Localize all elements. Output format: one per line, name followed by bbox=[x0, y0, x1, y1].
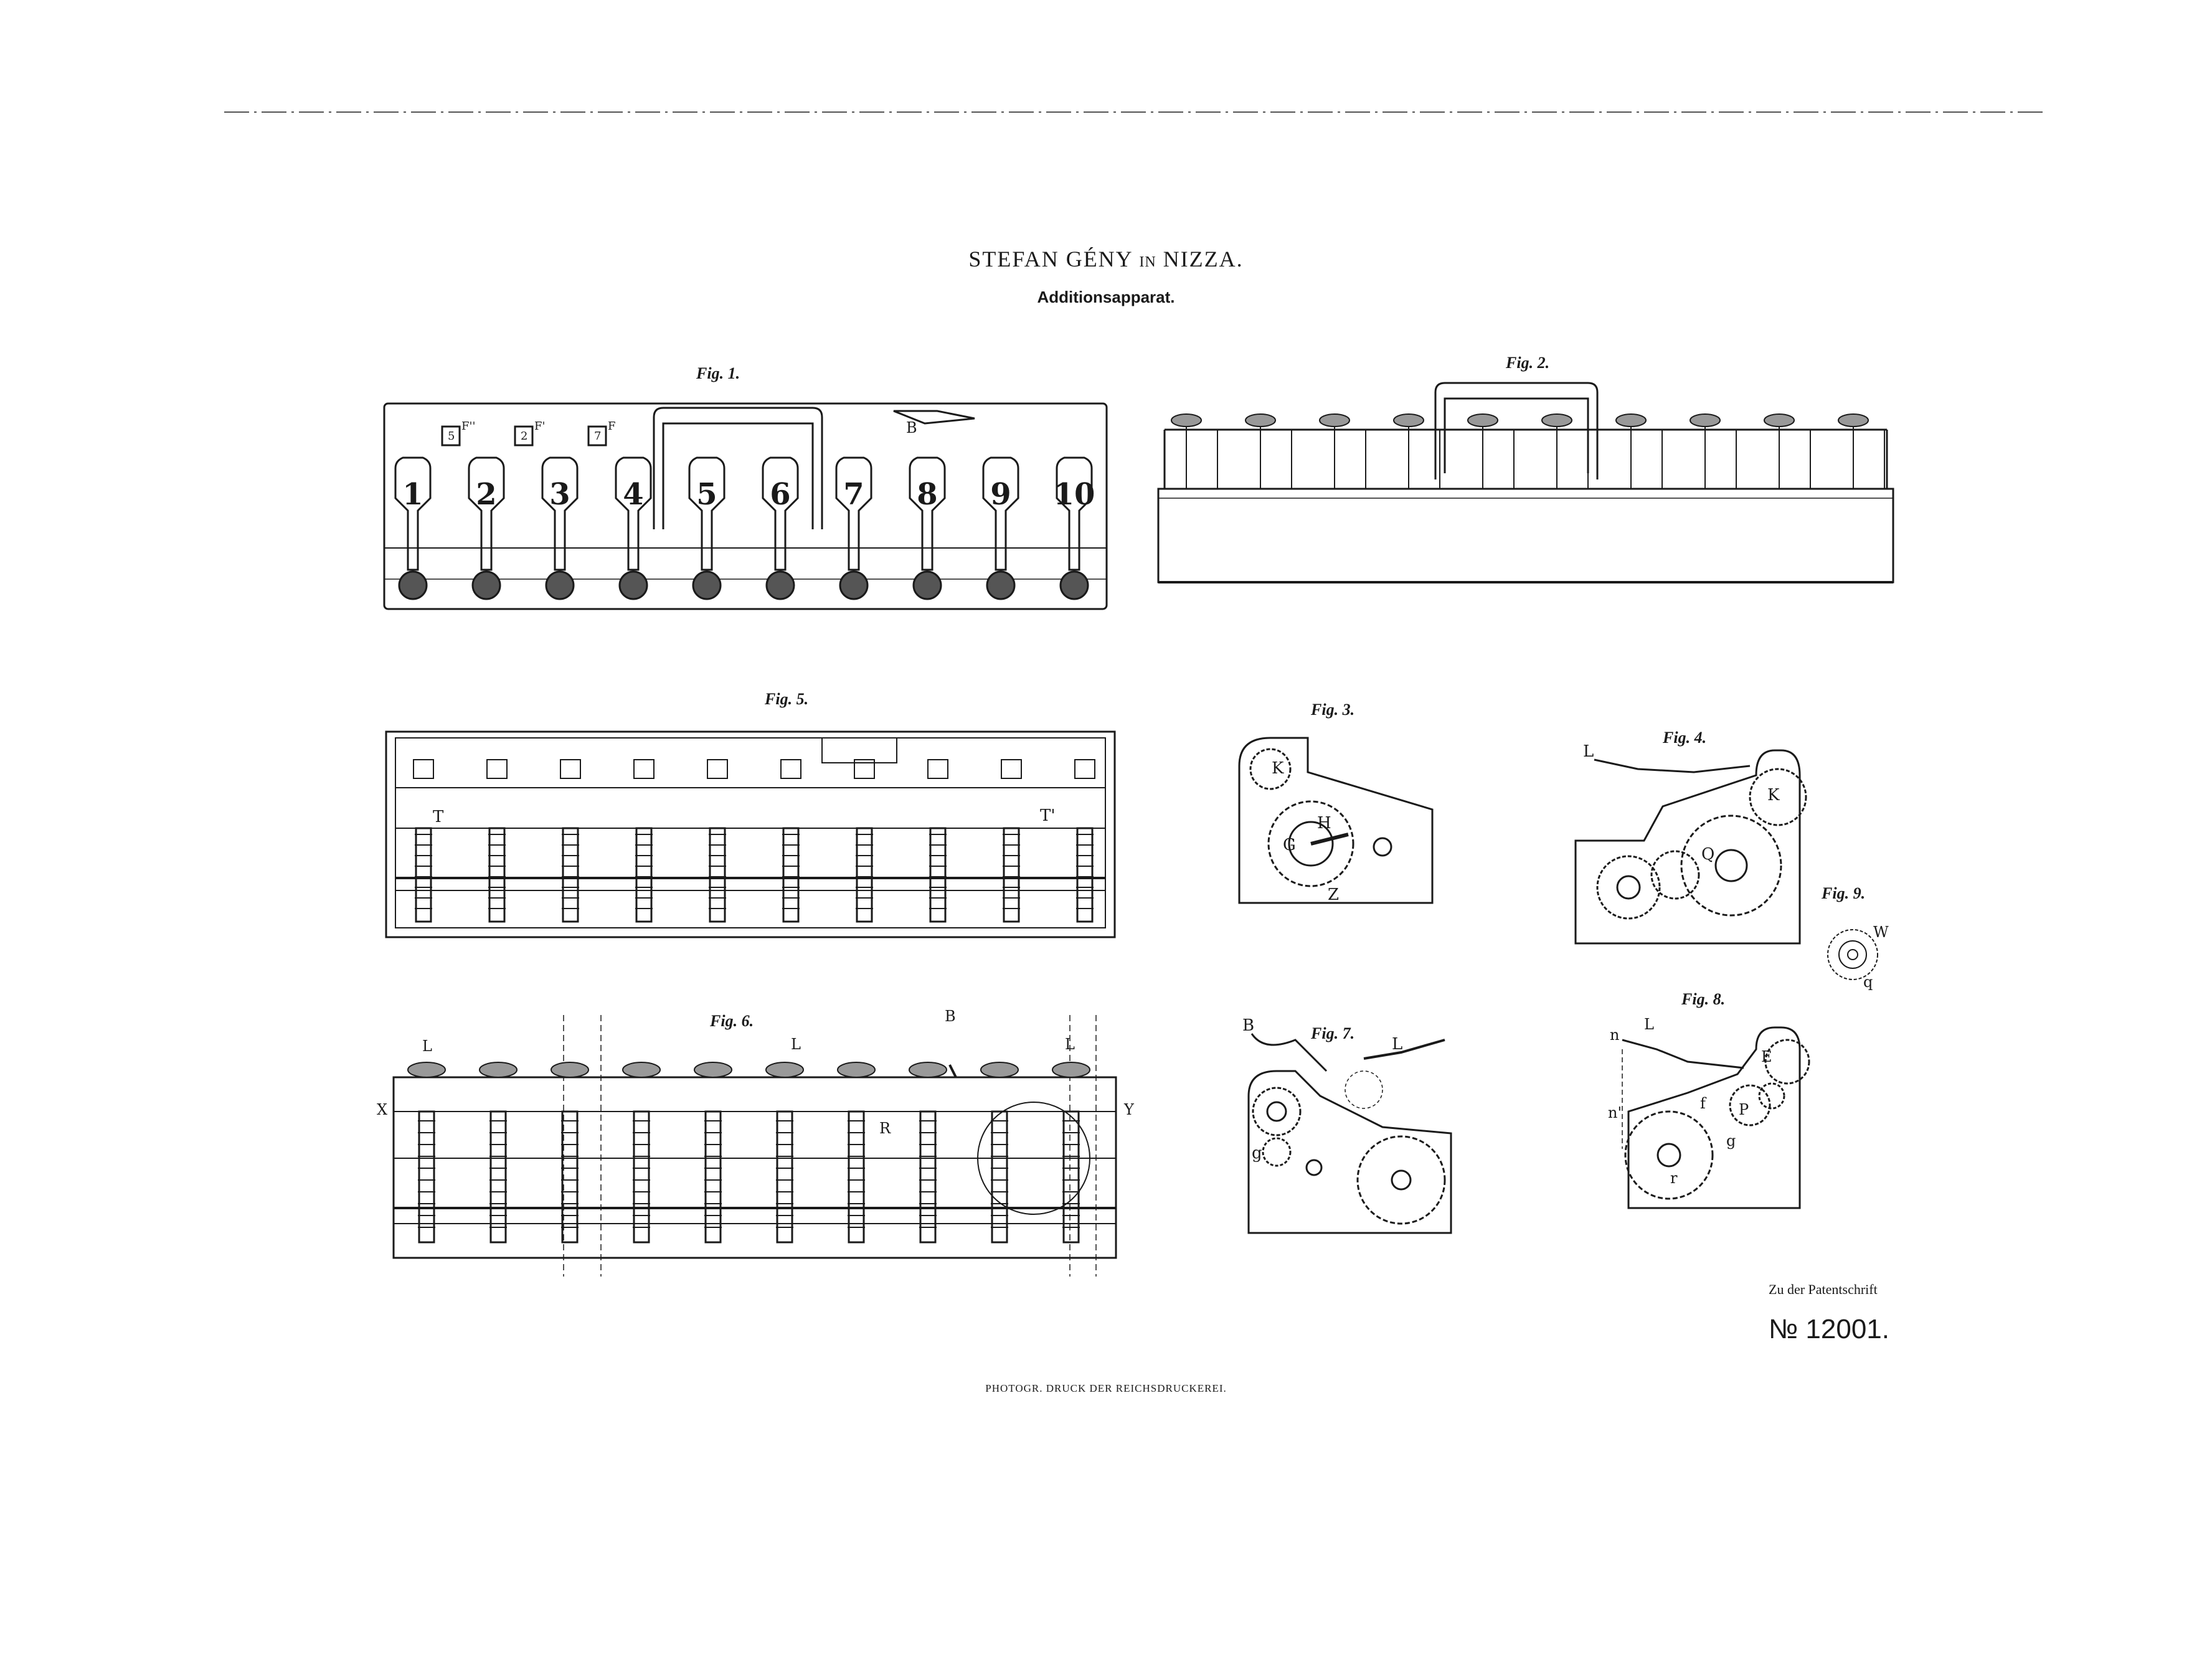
fig1-key-label: 6 bbox=[770, 477, 791, 512]
fig6-gear-stack bbox=[480, 1062, 517, 1242]
fig7-label: Fig. 7. bbox=[1311, 1024, 1355, 1042]
fig6-gear-stack bbox=[766, 1062, 803, 1242]
fig2-keycap bbox=[1838, 414, 1884, 489]
fig7-drawing bbox=[1239, 1015, 1470, 1245]
fig8-mark-f: f bbox=[1700, 1095, 1706, 1112]
fig2-keycap bbox=[1468, 414, 1514, 489]
fig1-key-10 bbox=[1054, 458, 1095, 599]
fig6-mark-l3: L bbox=[1065, 1036, 1075, 1053]
fig6-gear-stack bbox=[838, 1062, 875, 1242]
fig1-key-label: 1 bbox=[402, 477, 423, 512]
fig3-mark-g: G bbox=[1283, 836, 1296, 854]
fig9-label: Fig. 9. bbox=[1822, 884, 1866, 902]
fig2-keycap bbox=[1690, 414, 1736, 489]
fig6-mark-y: Y bbox=[1124, 1101, 1134, 1118]
fig1-window-mark-3: F bbox=[608, 420, 616, 433]
fig8-drawing bbox=[1594, 1012, 1831, 1217]
printer-line: PHOTOGR. DRUCK DER REICHSDRUCKEREI. bbox=[985, 1382, 1227, 1394]
fig9-drawing bbox=[1818, 918, 1893, 993]
fig5-gear-stack bbox=[1001, 760, 1021, 922]
document-title bbox=[0, 246, 2212, 272]
fig2-keycap bbox=[1171, 414, 1217, 489]
fig1-key-4 bbox=[616, 458, 651, 599]
fig5-drawing bbox=[383, 729, 1118, 940]
fig4-mark-q: Q bbox=[1701, 845, 1715, 864]
fig1-key-2 bbox=[469, 458, 504, 599]
fig1-key-5 bbox=[689, 458, 724, 599]
fig8-mark-e: E bbox=[1761, 1048, 1772, 1065]
top-border-line bbox=[224, 109, 2043, 121]
fig2-keycap bbox=[1320, 414, 1366, 489]
fig5-gear-stack bbox=[781, 760, 801, 922]
fig5-gear-stack bbox=[487, 760, 507, 922]
fig5-gear-stack bbox=[560, 760, 580, 922]
fig1-key-6 bbox=[763, 458, 798, 599]
fig3-label: Fig. 3. bbox=[1311, 701, 1355, 719]
patent-number: № 12001. bbox=[1769, 1314, 1890, 1344]
title-in: IN bbox=[1139, 254, 1156, 270]
fig1-key-7 bbox=[836, 458, 871, 599]
fig1-key-label: 8 bbox=[917, 477, 938, 512]
fig2-keycap bbox=[1245, 414, 1292, 489]
fig1-window-2: 2 bbox=[521, 430, 528, 443]
fig1-label: Fig. 1. bbox=[696, 364, 740, 382]
fig8-mark-n-prime: n' bbox=[1608, 1104, 1622, 1121]
fig5-gear-stack bbox=[414, 760, 433, 922]
fig3-mark-z: Z bbox=[1328, 885, 1340, 904]
fig3-drawing bbox=[1227, 735, 1457, 909]
fig6-gear-stack bbox=[1052, 1062, 1090, 1242]
fig6-mark-r: R bbox=[879, 1120, 891, 1137]
fig6-gear-stack bbox=[623, 1062, 660, 1242]
fig7-mark-b: B bbox=[1242, 1016, 1255, 1035]
fig2-keycap bbox=[1764, 414, 1810, 489]
fig4-mark-k: K bbox=[1767, 786, 1780, 805]
fig6-gear-stack bbox=[408, 1062, 445, 1242]
fig2-label: Fig. 2. bbox=[1506, 354, 1550, 372]
fig6-gear-stack bbox=[694, 1062, 732, 1242]
fig5-gear-stack bbox=[928, 760, 948, 922]
fig1-key-label: 9 bbox=[990, 477, 1011, 512]
fig2-keycap bbox=[1616, 414, 1662, 489]
fig6-mark-l2: L bbox=[791, 1036, 801, 1053]
fig8-mark-n: n bbox=[1610, 1026, 1620, 1044]
fig1-mark-b: B bbox=[906, 419, 917, 437]
fig5-gear-stack bbox=[707, 760, 727, 922]
title-city: NIZZA. bbox=[1163, 247, 1244, 271]
fig8-mark-g: g bbox=[1726, 1132, 1736, 1150]
fig5-label: Fig. 5. bbox=[765, 690, 809, 708]
fig7-mark-l: L bbox=[1392, 1035, 1403, 1054]
fig8-mark-l: L bbox=[1644, 1016, 1654, 1033]
fig2-keycap bbox=[1542, 414, 1588, 489]
fig4-drawing bbox=[1569, 738, 1818, 950]
fig6-mark-l1: L bbox=[422, 1037, 432, 1055]
fig1-key-3 bbox=[542, 458, 577, 599]
fig5-mark-t-prime: T' bbox=[1040, 806, 1056, 825]
fig5-gear-stack bbox=[854, 760, 874, 922]
fig6-mark-x: X bbox=[377, 1101, 388, 1118]
fig9-mark-q: q bbox=[1863, 973, 1873, 991]
fig2-keycap bbox=[1394, 414, 1440, 489]
fig1-window-1: 5 bbox=[448, 430, 455, 443]
fig6-drawing bbox=[374, 1003, 1140, 1289]
fig1-window-mark-2: F' bbox=[534, 420, 546, 433]
fig1-window-mark-1: F'' bbox=[461, 420, 476, 433]
fig1-key-label: 3 bbox=[549, 477, 570, 512]
fig1-key-1 bbox=[395, 458, 430, 599]
fig5-gear-stack bbox=[1075, 760, 1095, 922]
fig8-mark-p: P bbox=[1739, 1101, 1749, 1118]
title-name: STEFAN GÉNY bbox=[968, 247, 1133, 271]
fig4-label: Fig. 4. bbox=[1663, 729, 1707, 747]
fig1-window-3: 7 bbox=[594, 430, 602, 443]
fig8-mark-r: r bbox=[1670, 1169, 1678, 1187]
fig6-mark-b: B bbox=[945, 1008, 956, 1025]
fig2-drawing bbox=[1152, 380, 1899, 604]
fig6-gear-stack bbox=[981, 1062, 1018, 1242]
fig5-gear-stack bbox=[634, 760, 654, 922]
fig1-key-label: 5 bbox=[696, 477, 717, 512]
fig1-key-8 bbox=[910, 458, 945, 599]
fig5-mark-t: T bbox=[433, 808, 444, 826]
fig4-mark-l: L bbox=[1583, 742, 1594, 761]
fig1-key-label: 4 bbox=[623, 477, 644, 512]
fig7-mark-g: g bbox=[1252, 1144, 1262, 1163]
fig1-key-9 bbox=[983, 458, 1018, 599]
fig1-drawing bbox=[377, 399, 1115, 616]
fig8-label: Fig. 8. bbox=[1681, 990, 1726, 1008]
document-subtitle: Additionsapparat. bbox=[1037, 288, 1175, 306]
fig3-mark-h: H bbox=[1317, 814, 1331, 833]
patent-label: Zu der Patentschrift bbox=[1769, 1282, 1878, 1297]
fig9-mark-w: W bbox=[1873, 923, 1889, 941]
fig3-mark-k: K bbox=[1272, 759, 1284, 778]
fig6-gear-stack bbox=[909, 1062, 947, 1242]
fig6-gear-stack bbox=[551, 1062, 588, 1242]
fig1-key-label: 10 bbox=[1053, 477, 1095, 512]
fig1-key-label: 2 bbox=[476, 477, 497, 512]
fig6-label: Fig. 6. bbox=[710, 1012, 754, 1030]
fig1-key-label: 7 bbox=[843, 477, 864, 512]
